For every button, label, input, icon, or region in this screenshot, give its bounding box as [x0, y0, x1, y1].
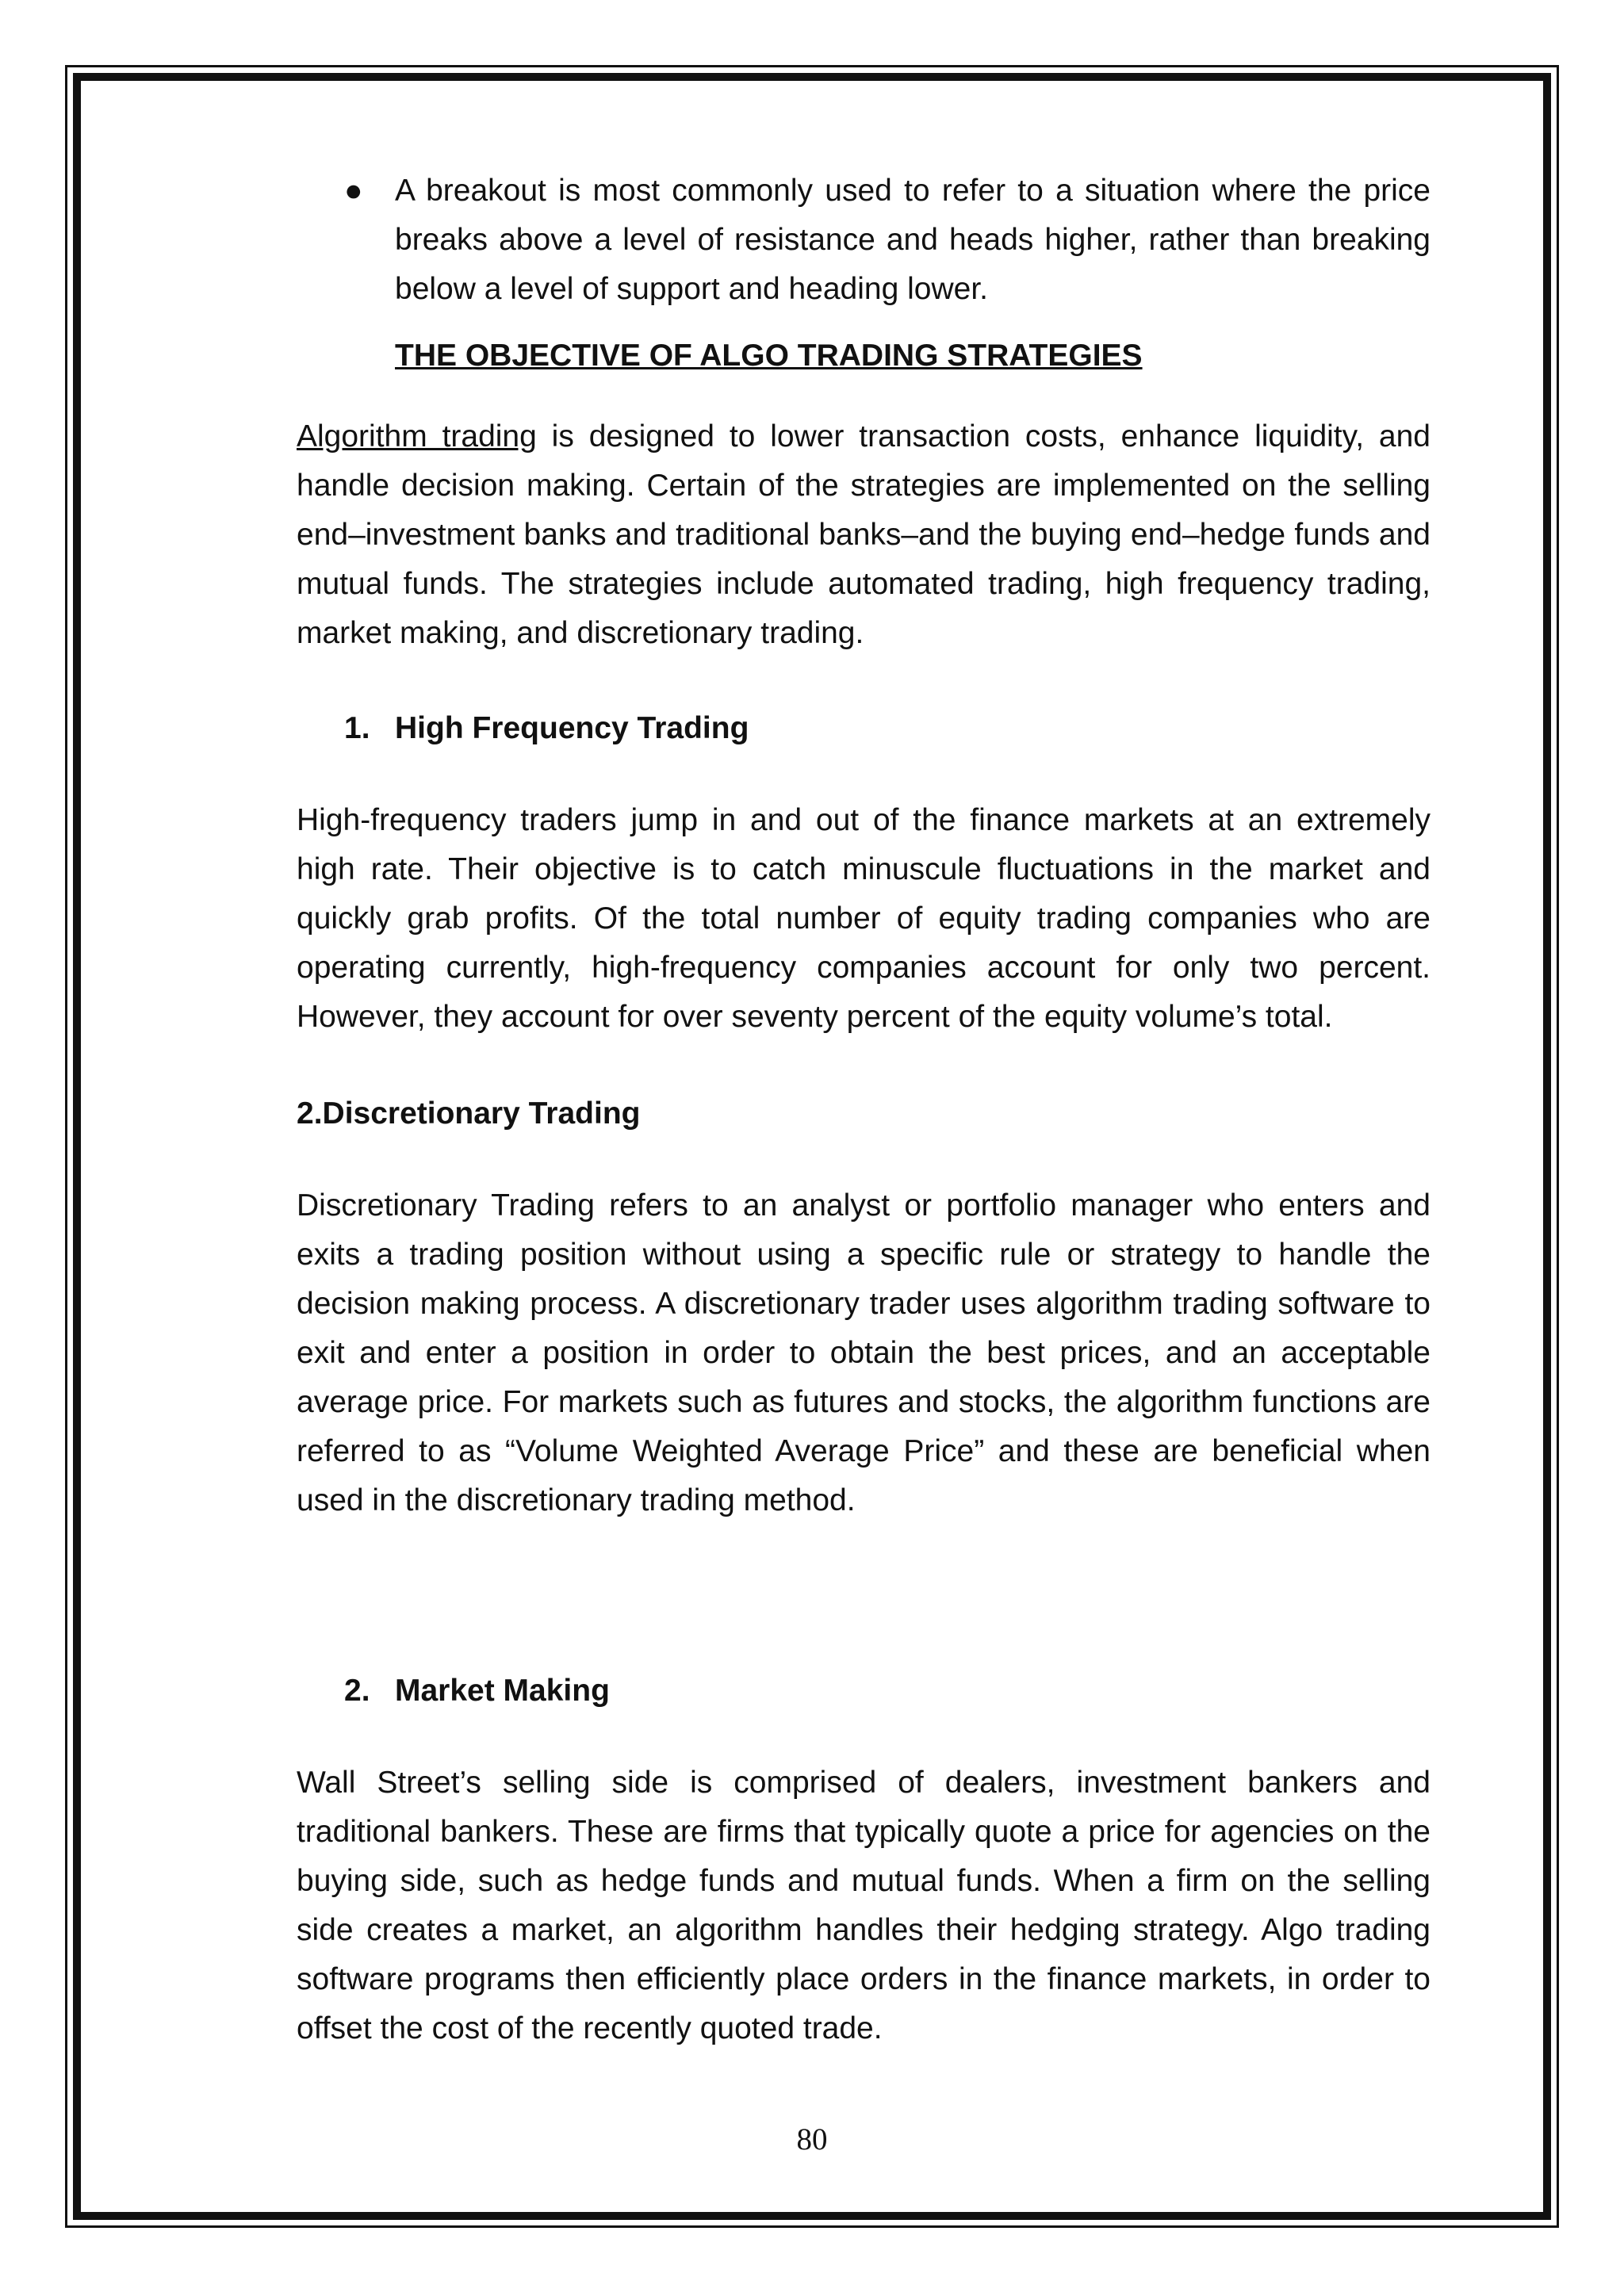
heading-market-making	[297, 1667, 1431, 1716]
page-content	[297, 166, 1431, 2053]
bullet-item	[297, 166, 1431, 314]
intro-paragraph	[297, 412, 1431, 658]
high-frequency-paragraph: High-frequency traders jump in and out of the finance markets at an extremely high rate. Their objective is to catch minuscule fluctuations in the market and quickly grab profits. Of the total number of equity trading companies who are operating currently, high-frequency companies account for only two percent. However, they account for over seventy percent of the equity volume’s total.	[297, 803, 1431, 1034]
bullet-text: A breakout is most commonly used to refer to a situation where the price breaks above a level of resistance and heads higher, rather than breaking below a level of support and heading lower.	[395, 174, 1431, 306]
discretionary-paragraph: Discretionary Trading refers to an analyst or portfolio manager who enters and exits a trading position without using a specific rule or strategy to handle the decision making process. A discretionary trader uses algorithm trading software to exit and enter a position in order to obtain the best prices, and an acceptable average price. For markets such as futures and stocks, the algorithm functions are referred to as “Volume Weighted Average Price” and these are beneficial when used in the discretionary trading method.	[297, 1188, 1431, 1517]
heading-discretionary-trading: 2.Discretionary Trading	[297, 1096, 641, 1131]
heading-title: High Frequency Trading	[395, 711, 749, 745]
bullet-dot-icon: ●	[344, 174, 363, 208]
market-making-paragraph: Wall Street’s selling side is comprised of dealers, investment bankers and traditional bankers. These are firms that typically quote a price for agencies on the buying side, such as hedge funds and mutual funds. When a firm on the selling side creates a market, an algorithm handles their hedging strategy. Algo trading software programs then efficiently place orders in the finance markets, in order to offset the cost of the recently quoted trade.	[297, 1766, 1431, 2045]
intro-text: is designed to lower transaction costs, enhance liquidity, and handle decision making. Certain of the strategies are implemented on the selling end–investment banks and traditional banks–and the buying end–hedge funds and mutual funds. The strategies include automated trading, high frequency trading, market making, and discretionary trading.	[297, 419, 1431, 650]
heading-number: 1.	[344, 711, 370, 745]
heading-title: Market Making	[395, 1674, 610, 1708]
heading-number: 2.	[344, 1674, 370, 1708]
section-title: THE OBJECTIVE OF ALGO TRADING STRATEGIES	[395, 339, 1143, 373]
heading-high-frequency-trading	[297, 704, 1431, 753]
page-number: 80	[796, 2122, 828, 2156]
algorithm-trading-link[interactable]: Algorithm trading	[297, 419, 537, 453]
